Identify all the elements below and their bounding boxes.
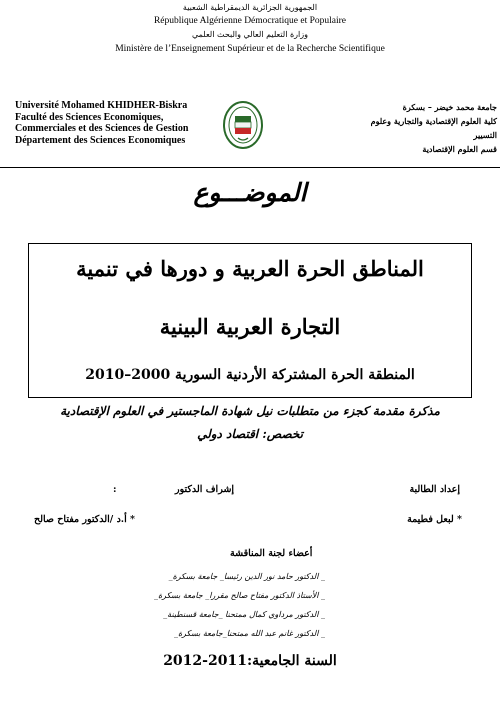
supervised-by-colon: : [113, 484, 117, 495]
specialty: تخصص: اقتصاد دولي [197, 427, 303, 441]
department-name-fr: Département des Sciences Economiques [15, 134, 186, 146]
thesis-title-line-2: التجارة العربية البينية [159, 314, 341, 339]
jury-member: _ الدكتور غانم عبد الله ممتحنا_جامعة بسكرة_ [173, 629, 325, 638]
subject-label: الموضـــوع [193, 178, 307, 207]
faculty-name-ar: كلية العلوم الإقتصادية والتجارية وعلوم التسيير [370, 116, 497, 140]
header-divider [0, 167, 500, 168]
memo-statement: مذكرة مقدمة كجزء من متطلبات نيل شهادة الماجستير في العلوم الإقتصادية [60, 404, 440, 418]
prepared-by-label: إعداد الطالبة [409, 484, 460, 495]
faculty-name-fr-1: Faculté des Sciences Economiques, [15, 111, 164, 123]
jury-title: أعضاء لجنة المناقشة [230, 548, 313, 559]
jury-member: _ الدكتور حامد نور الدين رئيسا_ جامعة بسكرة_ [168, 572, 325, 581]
department-name-ar: قسم العلوم الإقتصادية [422, 144, 497, 154]
faculty-name-fr-2: Commerciales et des Sciences de Gestion [15, 123, 189, 134]
university-name-ar: جامعة محمد خيضر – بسكرة [402, 102, 497, 112]
header-ministry-fr: Ministère de l’Enseignement Supérieur et de la Recherche Scientifique [115, 44, 385, 54]
thesis-subtitle: المنطقة الحرة المشتركة الأردنية السورية 2000–2010 [85, 367, 415, 383]
title-box [28, 243, 472, 398]
thesis-title-line-1: المناطق الحرة العربية و دورها في تنمية [76, 256, 424, 281]
university-seal-icon [222, 100, 264, 150]
header-republic-ar: الجمهورية الجزائرية الديمقراطية الشعبية [182, 3, 318, 12]
university-block-fr [15, 100, 225, 146]
university-block-ar [347, 100, 497, 156]
header-republic-fr: République Algérienne Démocratique et Populaire [153, 16, 347, 26]
jury-member: _ الدكتور مرداوي كمال ممتحنا _جامعة قسنطينة_ [163, 610, 325, 619]
jury-member: _ الأستاذ الدكتور مفتاح صالح مقررا_ جامعة بسكرة_ [154, 591, 325, 600]
university-name-fr: Université Mohamed KHIDHER-Biskra [15, 100, 188, 111]
header-ministry-ar: وزارة التعليم العالي والبحث العلمي [192, 30, 308, 39]
supervised-by-label: إشراف الدكتور [175, 484, 235, 495]
student-name: * لبعل فطيمة [407, 514, 462, 525]
jury-list [150, 567, 325, 643]
supervisor-name: * أ.د /الدكتور مفتاح صالح [34, 514, 136, 525]
academic-year: السنة الجامعية:2011-2012 [163, 653, 337, 669]
